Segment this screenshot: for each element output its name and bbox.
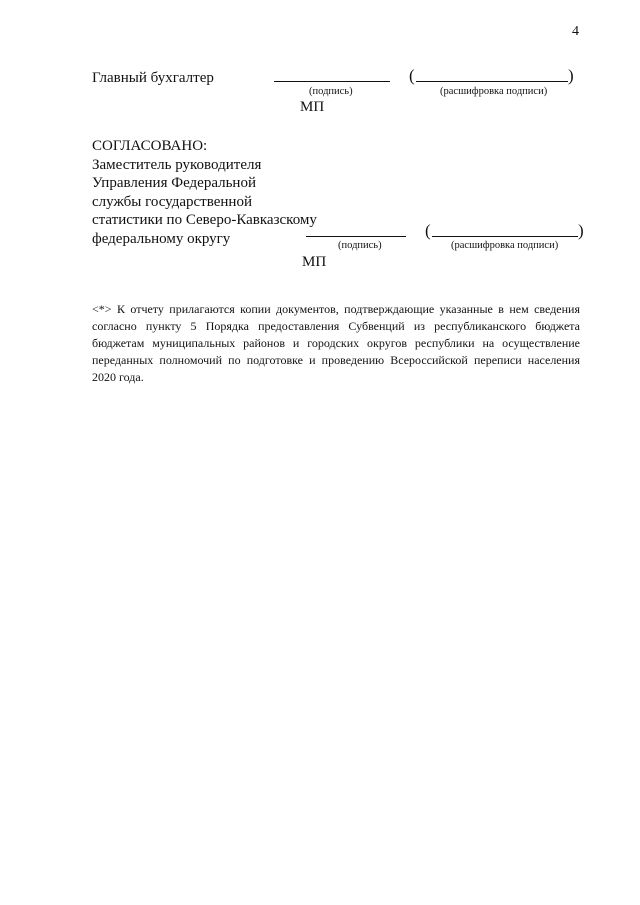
decoding-line — [416, 81, 568, 82]
open-paren: ( — [425, 221, 431, 240]
signature-caption: (подпись) — [338, 240, 382, 251]
page-number: 4 — [572, 24, 579, 39]
signature-line — [306, 236, 406, 237]
decoding-caption: (расшифровка подписи) — [451, 240, 559, 251]
decoding-line — [432, 236, 578, 237]
approval-block — [92, 137, 317, 248]
approval-line: Управления Федеральной — [92, 175, 256, 191]
signature-caption: (подпись) — [309, 86, 353, 97]
footnote: <*> К отчету прилагаются копии документов, подтверждающие указанные в нем сведения согласно пункту 5 Порядка предоставления Субвенций из республиканского бюджета бюджетам муниципальных районов и городских округов республики на осуществление переданных полномочий по подготовке и проведению Всероссийской переписи населения 2020 года. — [92, 302, 580, 384]
stamp-mark: МП — [300, 99, 325, 115]
approval-heading: СОГЛАСОВАНО: — [92, 138, 208, 154]
approval-line: федеральному округу — [92, 230, 231, 247]
close-paren: ) — [568, 66, 574, 85]
signature-line — [274, 81, 390, 82]
approval-line: Заместитель руководителя — [92, 156, 262, 173]
stamp-mark: МП — [302, 254, 327, 270]
chief-accountant-title: Главный бухгалтер — [92, 70, 214, 86]
approval-line: статистики по Северо-Кавказскому — [92, 212, 317, 228]
open-paren: ( — [409, 66, 415, 85]
decoding-caption: (расшифровка подписи) — [440, 86, 548, 97]
approval-line: службы государственной — [92, 193, 252, 210]
close-paren: ) — [578, 221, 584, 240]
